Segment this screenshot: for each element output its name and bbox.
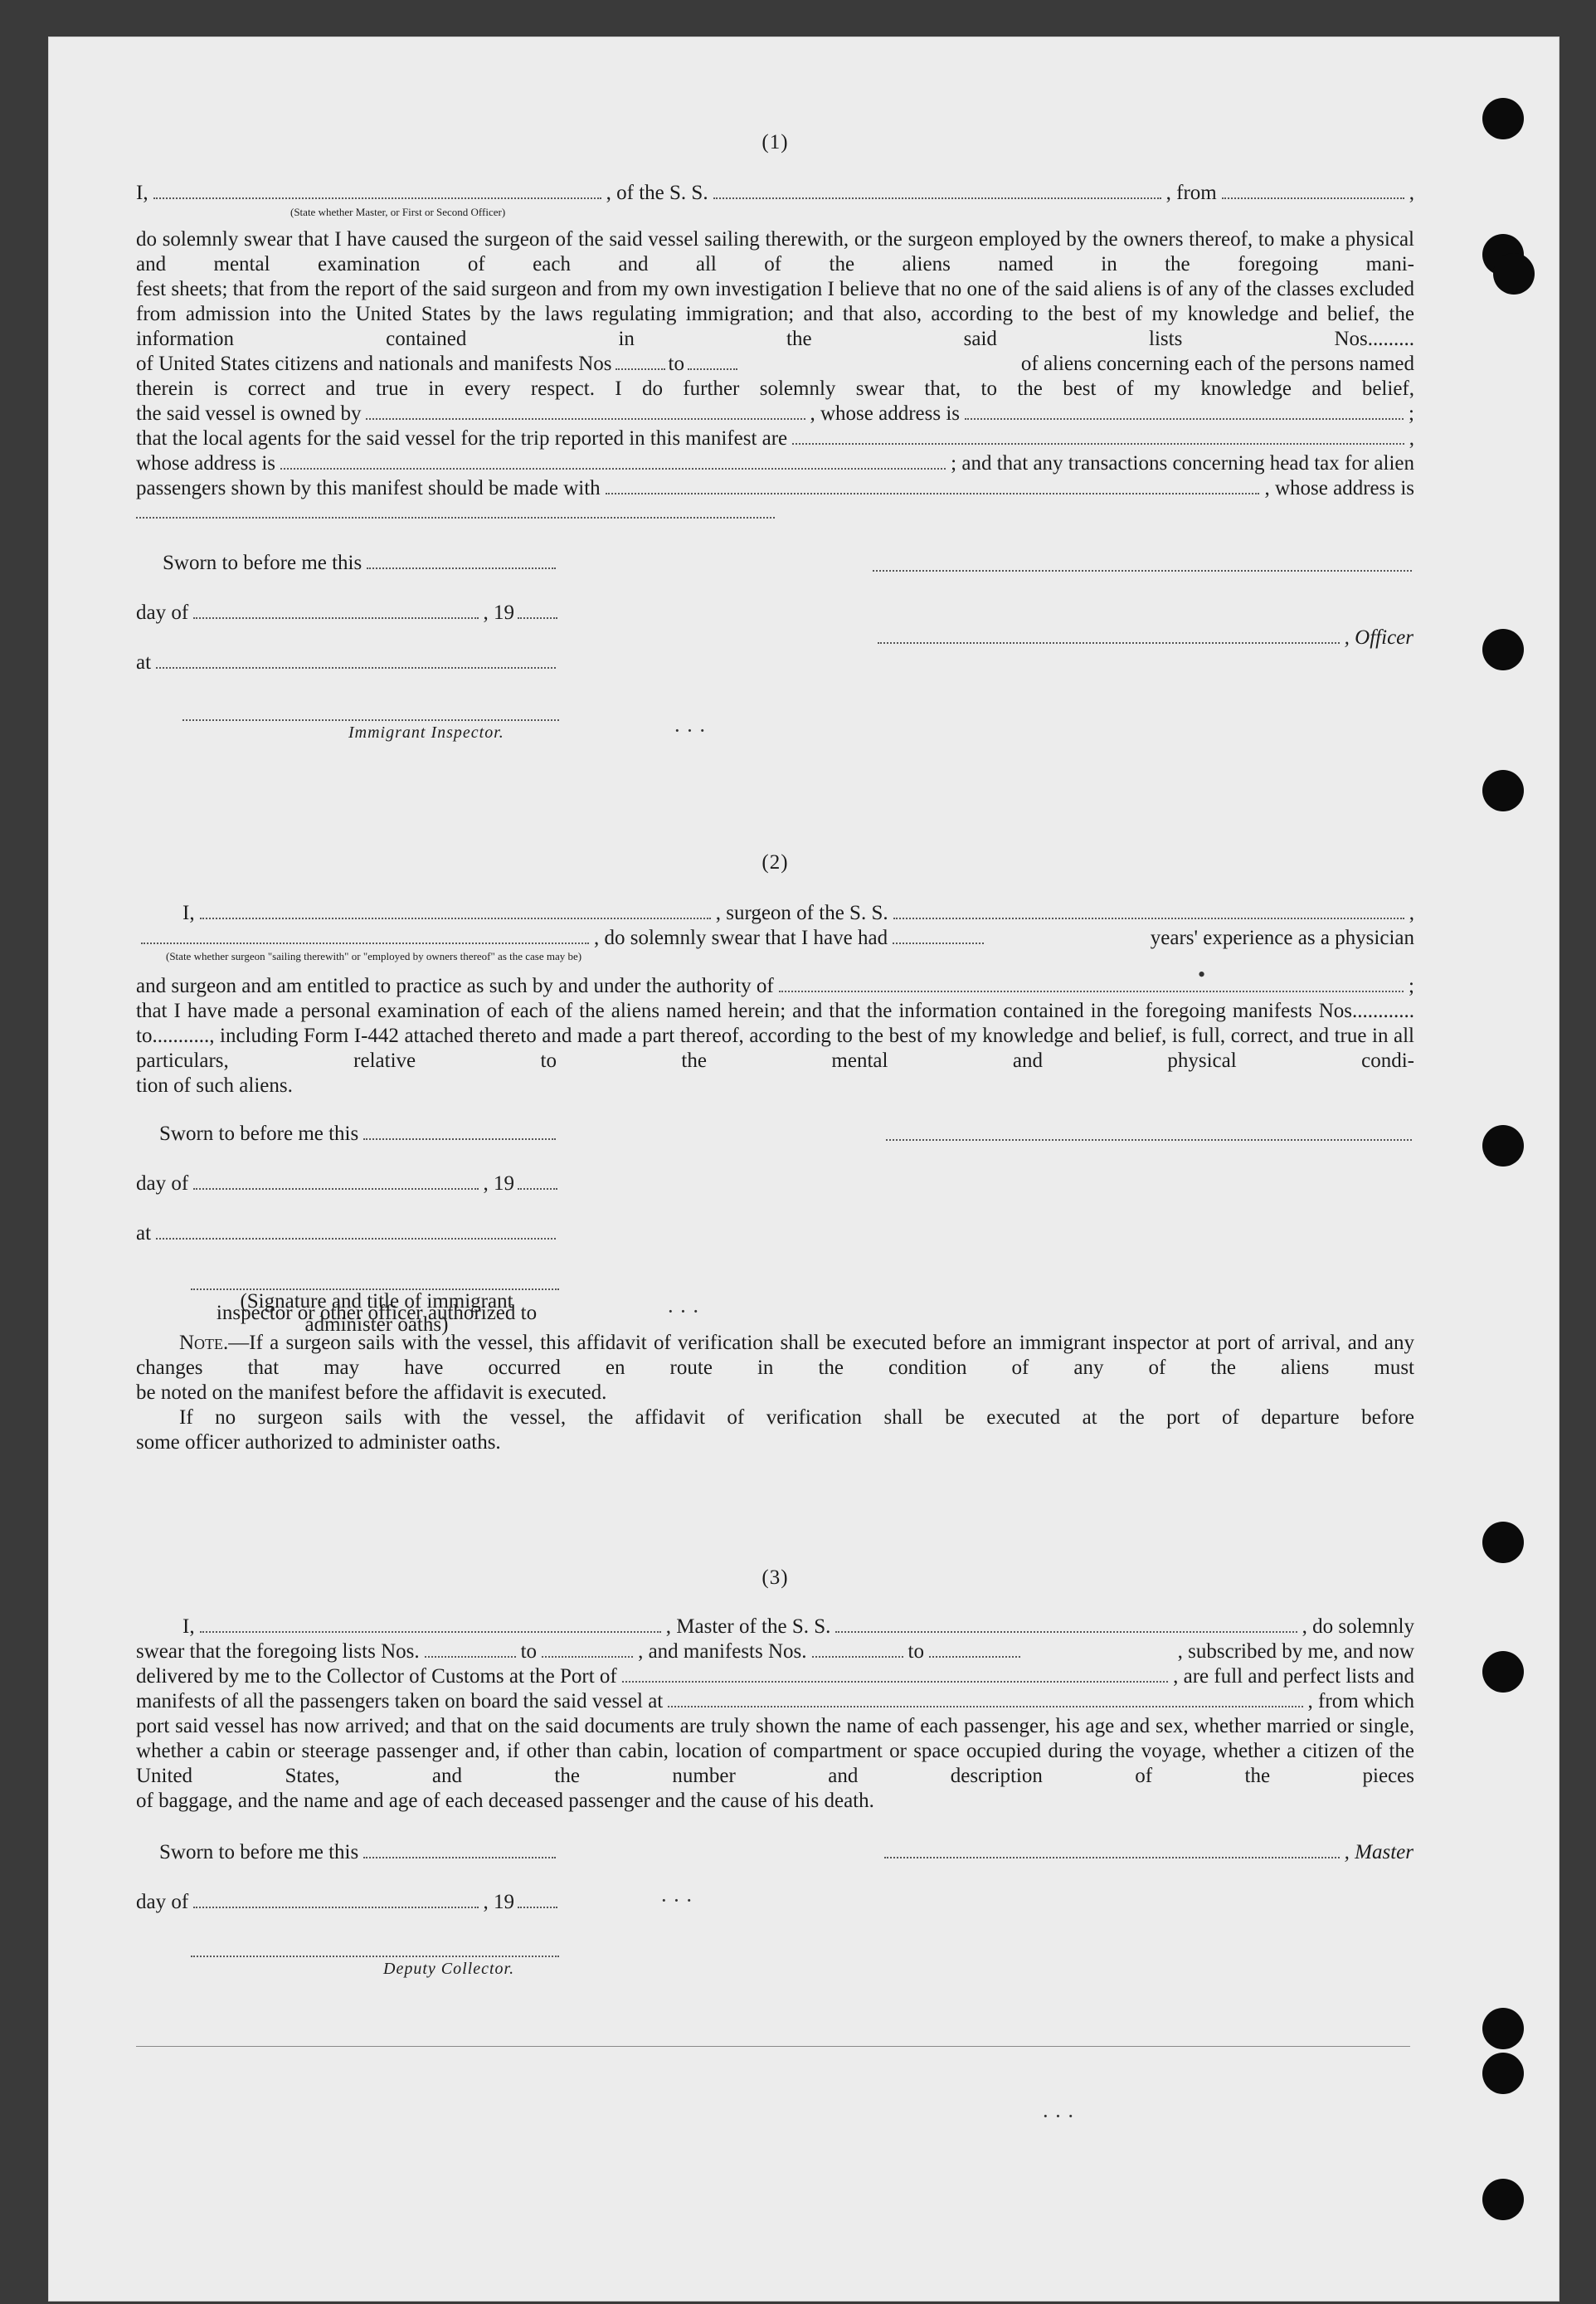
- sworn-line-2: [159, 1122, 561, 1147]
- paragraph-end: tion of such aliens.: [136, 1074, 293, 1097]
- text: swear that the foregoing lists Nos.: [136, 1640, 420, 1663]
- section-1-heading: (1): [762, 131, 789, 153]
- text: I,: [182, 1615, 195, 1638]
- text: , surgeon of the S. S.: [715, 902, 888, 924]
- blank-sworn-date-3[interactable]: [363, 1856, 556, 1858]
- text: day of: [136, 1891, 189, 1913]
- text: of aliens concerning each of the persons named: [1020, 353, 1414, 375]
- text: ;: [1409, 975, 1414, 997]
- blank-from[interactable]: [1222, 197, 1404, 199]
- paragraph: fest sheets; that from the report of the said surgeon and from my own investigation I believe that no one of the said aliens is of any of the classes excluded from admission into the United States by the laws regulating immigration; and that also, according to the best of my knowledge and belief, the information contained in the said lists Nos.........: [136, 278, 1414, 350]
- inspector-signature-line[interactable]: [182, 718, 559, 721]
- paragraph: that I have made a personal examination of each of the aliens named herein; and that the information contained in the foregoing manifests Nos............ to..........., including Form I-442 attached thereto and made a part thereof, according to the best of my knowledge and belief, is full, correct, and true in all particulars, relative to the mental and physical condi-: [136, 1000, 1414, 1072]
- blank-manifests-to[interactable]: [929, 1655, 1020, 1658]
- blank-address-continued[interactable]: [136, 516, 775, 519]
- text: , from: [1165, 182, 1217, 204]
- text: Sworn to before me this: [159, 1841, 359, 1863]
- paragraph: port said vessel has now arrived; and that on the said documents are truly shown the name of each passenger, his age and sex, whether married or single, whether a cabin or steerage passenger and, if other than cabin, location of compartment or space occupied during the voyage, whether a citizen of the United States, and the number and description of the pieces: [136, 1715, 1414, 1787]
- blank-manifests-from[interactable]: [812, 1655, 903, 1658]
- text: , of the S. S.: [606, 182, 708, 204]
- deputy-caption: Deputy Collector.: [383, 1960, 515, 1978]
- blank-years[interactable]: [893, 942, 984, 944]
- master-label: , Master: [1344, 1841, 1414, 1863]
- blank-sworn-date-2[interactable]: [363, 1137, 556, 1140]
- deputy-signature-line[interactable]: [191, 1955, 559, 1957]
- surgeon-signature-line[interactable]: [886, 1138, 1412, 1141]
- at-line-1: [136, 650, 561, 675]
- section-2-heading: (2): [762, 851, 789, 874]
- text: , subscribed by me, and now: [1177, 1640, 1414, 1663]
- blank-day-3[interactable]: [193, 1906, 478, 1908]
- officer-label: , Officer: [1344, 626, 1414, 649]
- punch-hole: [1482, 1651, 1524, 1693]
- punch-hole: [1482, 629, 1524, 670]
- punch-hole: [1482, 1522, 1524, 1563]
- section-1-passengers: [136, 476, 1414, 501]
- text: day of: [136, 602, 189, 624]
- blank-nos[interactable]: [616, 368, 665, 370]
- speck: · · ·: [674, 718, 706, 743]
- text: ;: [1409, 402, 1414, 425]
- text: at: [136, 651, 152, 674]
- section-1-body: [136, 227, 1414, 277]
- section-1-owned: [136, 402, 1414, 426]
- note-label: Note.: [179, 1332, 229, 1354]
- punch-hole: [1482, 1125, 1524, 1167]
- blank-day-2[interactable]: [193, 1187, 478, 1190]
- blank-day[interactable]: [193, 616, 478, 619]
- text: delivered by me to the Collector of Customs at the Port of: [136, 1665, 617, 1688]
- punch-hole: [1482, 98, 1524, 139]
- text: Sworn to before me this: [163, 552, 363, 574]
- section-1-therein: [136, 377, 1414, 402]
- note-2-text: If no surgeon sails with the vessel, the affidavit of verification shall be executed at the port of departure before: [179, 1406, 1414, 1429]
- text: , 19: [483, 1891, 514, 1913]
- blank-master-name[interactable]: [200, 1630, 661, 1633]
- section-2-line-2: [136, 926, 1414, 951]
- master-line: [879, 1840, 1414, 1865]
- text: passengers shown by this manifest should be made with: [136, 477, 601, 499]
- blank-port[interactable]: [622, 1680, 1168, 1683]
- text: at: [136, 1222, 152, 1245]
- text: , from which: [1307, 1690, 1414, 1712]
- section-1-body-2: [136, 277, 1414, 352]
- section-3-heading: (3): [762, 1566, 789, 1589]
- blank-master-signature[interactable]: [884, 1856, 1340, 1858]
- blank-officer[interactable]: [153, 197, 601, 199]
- section-2-line-1: [182, 901, 1414, 926]
- punch-hole: [1482, 770, 1524, 811]
- blank-surgeon-name[interactable]: [200, 917, 711, 919]
- blank-year-2[interactable]: [518, 1187, 557, 1190]
- punch-hole: [1482, 2053, 1524, 2094]
- blank-surgeon-status[interactable]: [141, 942, 589, 944]
- blank-lists-to[interactable]: [542, 1655, 633, 1658]
- punch-hole: [1493, 253, 1535, 295]
- sworn-line-1: [163, 551, 561, 576]
- text: , whose address is: [1264, 477, 1414, 499]
- text: , do solemnly: [1302, 1615, 1415, 1638]
- note-2: [136, 1405, 1414, 1430]
- inspector-caption: Immigrant Inspector.: [348, 723, 504, 742]
- text: , are full and perfect lists and: [1173, 1665, 1414, 1688]
- text: ; and that any transactions concerning head tax for alien: [951, 452, 1414, 475]
- section-3-line-4: [136, 1689, 1414, 1714]
- text: whose address is: [136, 452, 276, 475]
- officer-note: (State whether Master, or First or Second Officer): [290, 206, 506, 218]
- blank-agents[interactable]: [792, 442, 1404, 445]
- officer-line: [873, 626, 1414, 650]
- blank-authority[interactable]: [779, 990, 1404, 992]
- blank-embark-port[interactable]: [668, 1705, 1302, 1707]
- section-1-us-line: [136, 352, 1414, 377]
- blank-surgeon-ship[interactable]: [893, 917, 1404, 919]
- surgeon-note: (State whether surgeon "sailing therewith" or "employed by owners thereof" as the case may be): [166, 950, 582, 962]
- blank-master-ship[interactable]: [835, 1630, 1297, 1633]
- text: therein is correct and true in every respect. I do further solemnly swear that, to the best of my knowledge and belief,: [136, 378, 1414, 400]
- blank-to[interactable]: [688, 368, 737, 370]
- note-paragraph-end: [136, 1381, 1414, 1405]
- text: , Master of the S. S.: [665, 1615, 831, 1638]
- blank-year-3[interactable]: [518, 1906, 557, 1908]
- note-2-text-end: some officer authorized to administer oaths.: [136, 1431, 501, 1454]
- text: , whose address is: [810, 402, 961, 425]
- blank-at[interactable]: [156, 666, 556, 669]
- day-line-3: [136, 1890, 561, 1915]
- note-2-end: [136, 1430, 1414, 1455]
- text: , 19: [483, 602, 514, 624]
- day-line-2: [136, 1171, 561, 1196]
- speck: · · ·: [1042, 2104, 1074, 2128]
- section-2-body: [136, 999, 1414, 1098]
- text: Sworn to before me this: [159, 1123, 359, 1145]
- section-3-line-3: [136, 1664, 1414, 1689]
- text: that the local agents for the said vessel for the trip reported in this manifest are: [136, 427, 788, 450]
- text: to: [668, 353, 684, 375]
- section-3-body: [136, 1714, 1414, 1814]
- punch-hole: [1482, 2008, 1524, 2049]
- punch-hole: [1482, 2179, 1524, 2220]
- blank-owner[interactable]: [366, 417, 805, 420]
- note-text-end: be noted on the manifest before the affidavit is executed.: [136, 1381, 607, 1404]
- text: , and manifests Nos.: [638, 1640, 807, 1663]
- text: the said vessel is owned by: [136, 402, 362, 425]
- note-text: —If a surgeon sails with the vessel, this affidavit of verification shall be executed before an immigrant inspector at port of arrival, and any changes that may have occurred en route in the condition of any of the aliens must: [136, 1332, 1414, 1379]
- day-line-1: [136, 601, 561, 626]
- paragraph-end: of baggage, and the name and age of each deceased passenger and the cause of his death.: [136, 1790, 874, 1812]
- blank-head-tax[interactable]: [606, 492, 1260, 494]
- text: day of: [136, 1172, 189, 1195]
- paragraph: do solemnly swear that I have caused the surgeon of the said vessel sailing therewith, or the surgeon employed by the owners thereof, to make a physical and mental examination of each and all of the aliens named in the foregoing mani-: [136, 228, 1414, 275]
- blank-ship[interactable]: [713, 197, 1161, 199]
- blank-sworn-date[interactable]: [367, 567, 556, 569]
- speck: •: [1198, 962, 1206, 986]
- blank-agent-address[interactable]: [280, 467, 946, 470]
- blank-at-2[interactable]: [156, 1237, 556, 1240]
- text: of United States citizens and nationals and manifests Nos: [136, 353, 612, 375]
- speck: · · ·: [667, 1299, 699, 1323]
- text: I,: [136, 182, 148, 204]
- text: I,: [182, 902, 195, 924]
- speck: · · ·: [660, 1888, 693, 1912]
- text: manifests of all the passengers taken on board the said vessel at: [136, 1690, 664, 1712]
- section-3-line-1: [182, 1615, 1414, 1639]
- sworn-line-3: [159, 1840, 561, 1865]
- blank-owner-address[interactable]: [965, 417, 1404, 420]
- bottom-rule: [136, 2046, 1410, 2047]
- blank-lists-from[interactable]: [425, 1655, 516, 1658]
- section-1-oath-line: [136, 181, 1414, 206]
- signature-note: (Signature and title of immigrant inspector or other officer authorized to administer oaths): [216, 1290, 538, 1336]
- text: years' experience as a physician: [1150, 927, 1414, 949]
- section-1-agents: [136, 426, 1414, 451]
- text: to: [520, 1640, 538, 1663]
- section-1-address: [136, 451, 1414, 476]
- text: to: [907, 1640, 924, 1663]
- blank-year[interactable]: [518, 616, 557, 619]
- text: , do solemnly swear that I have had: [594, 927, 888, 949]
- section-3-line-2: [136, 1639, 1414, 1664]
- section-2-line-3: [136, 974, 1414, 999]
- signature-line-right[interactable]: [873, 569, 1412, 572]
- note-paragraph: [136, 1331, 1414, 1381]
- text: , 19: [483, 1172, 514, 1195]
- text: ,: [1409, 427, 1414, 450]
- text: and surgeon and am entitled to practice as such by and under the authority of: [136, 975, 774, 997]
- blank-officer-signature[interactable]: [878, 641, 1340, 644]
- at-line-2: [136, 1221, 561, 1246]
- text: ,: [1409, 902, 1415, 924]
- text: ,: [1409, 182, 1414, 204]
